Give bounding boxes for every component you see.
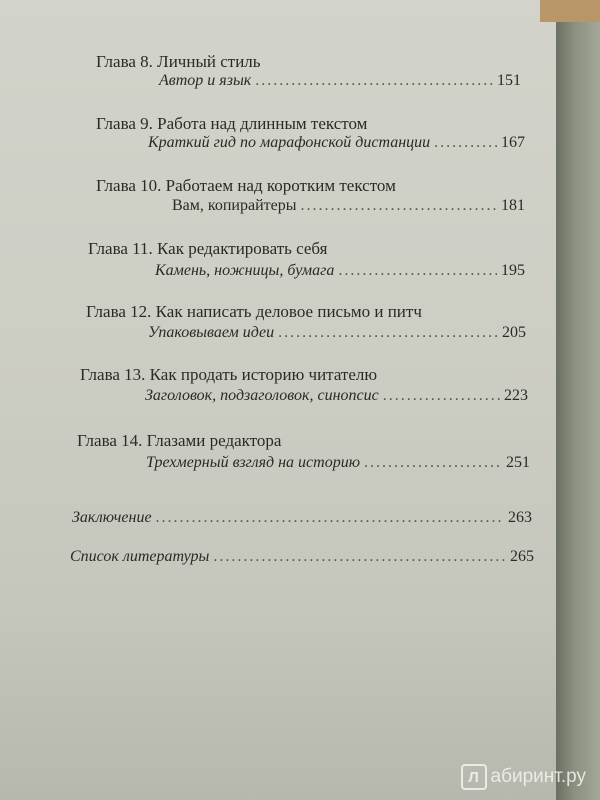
toc-subtitle: Краткий гид по марафонской дистанции xyxy=(148,134,431,151)
watermark-text: абиринт.ру xyxy=(490,766,586,787)
leader-dots xyxy=(364,454,502,472)
toc-entry xyxy=(146,454,530,472)
labirint-logo-icon: Л xyxy=(461,764,487,790)
toc-entry xyxy=(148,134,525,152)
toc-subtitle: Заголовок, подзаголовок, синопсис xyxy=(145,387,379,404)
toc-entry xyxy=(159,72,521,90)
toc-page-number: 265 xyxy=(510,548,534,565)
toc-subtitle: Автор и язык xyxy=(159,72,252,89)
toc-subtitle: Заключение xyxy=(72,509,152,526)
toc-chapter-title: Глава 13. Как продать историю читателю xyxy=(80,365,378,384)
leader-dots xyxy=(338,262,497,280)
leader-dots xyxy=(301,197,498,215)
toc-entry-conclusion xyxy=(72,509,532,527)
toc-chapter-title: Глава 10. Работаем над коротким текстом xyxy=(96,176,396,195)
leader-dots xyxy=(255,72,493,90)
toc-page-number: 205 xyxy=(502,324,526,341)
toc-page-number: 195 xyxy=(501,262,525,279)
toc-chapter-title: Глава 9. Работа над длинным текстом xyxy=(96,114,368,133)
toc-entry-bibliography xyxy=(70,548,534,566)
toc-subtitle: Камень, ножницы, бумага xyxy=(155,262,335,279)
background-surface xyxy=(540,0,600,22)
toc-chapter-title: Глава 8. Личный стиль xyxy=(96,52,261,71)
toc-page-number: 263 xyxy=(508,509,532,526)
toc-entry xyxy=(172,197,525,215)
leader-dots xyxy=(278,324,498,342)
adjacent-page-edge xyxy=(556,0,600,800)
toc-page-number: 251 xyxy=(506,454,530,471)
toc-page-number: 151 xyxy=(497,72,521,89)
toc-subtitle: Список литературы xyxy=(70,548,210,565)
toc-chapter-title: Глава 11. Как редактировать себя xyxy=(88,239,328,258)
toc-chapter-title: Глава 12. Как написать деловое письмо и питч xyxy=(86,302,422,321)
toc-entry xyxy=(155,262,525,280)
toc-entry xyxy=(145,387,528,405)
site-watermark xyxy=(461,764,586,790)
toc-chapter-title: Глава 14. Глазами редактора xyxy=(77,431,282,450)
leader-dots xyxy=(383,387,500,405)
leader-dots xyxy=(213,548,506,566)
toc-page-number: 181 xyxy=(501,197,525,214)
toc-page-number: 167 xyxy=(501,134,525,151)
leader-dots xyxy=(156,509,504,527)
toc-entry xyxy=(148,324,526,342)
toc-subtitle: Вам, копирайтеры xyxy=(172,197,297,214)
toc-subtitle: Упаковываем идеи xyxy=(148,324,275,341)
toc-subtitle: Трехмерный взгляд на историю xyxy=(146,454,360,471)
toc-page-number: 223 xyxy=(504,387,528,404)
leader-dots xyxy=(434,134,497,152)
